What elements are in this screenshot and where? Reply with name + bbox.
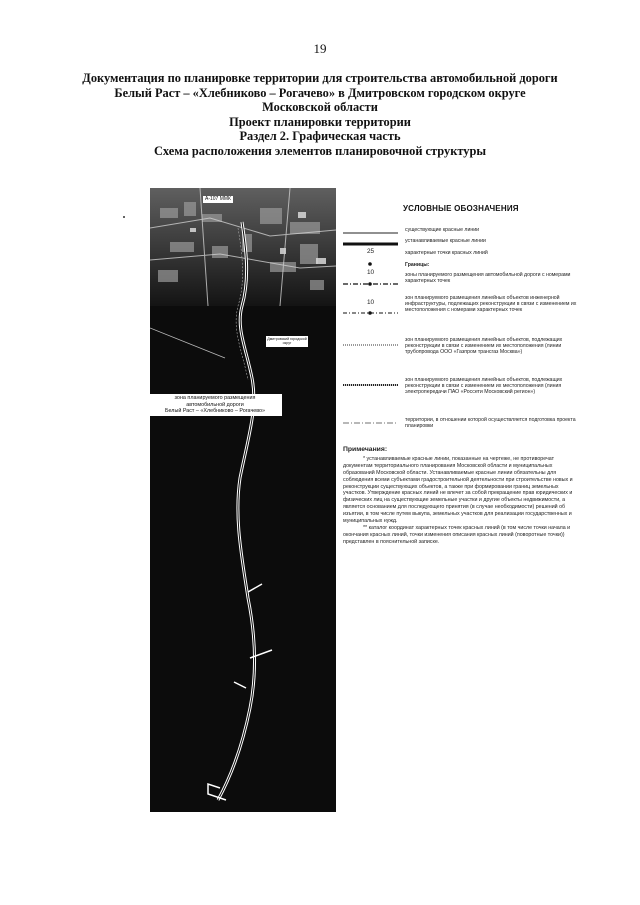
dash-dot-symbol-2 [343, 307, 398, 319]
header-line-6: Схема расположения элементов планировочной структуры [153, 143, 487, 158]
page-number: 19 [313, 41, 327, 56]
aerial-map [150, 188, 336, 812]
legend-text: территории, в отношении которой осуществляется подготовка проекта планировки [405, 417, 576, 430]
dash-dot-symbol [343, 278, 398, 290]
legend-title: УСЛОВНЫЕ ОБОЗНАЧЕНИЯ [403, 204, 519, 213]
callout-line-3: Белый Раст – «Хлебниково – Рогачево» [164, 408, 266, 415]
header-line-2: Белый Раст – «Хлебниково – Рогачево» в Дмитровском городском округе [114, 85, 526, 100]
note-paragraph-1: * устанавливаемые красные линии, показанные на чертеже, не противоречат документам территориального планирования Московской области и муниципальных образований Московской области. Устанавливаемые красные линии обязательны для соблюдения всеми субъектами градостроительной деятельности при строительстве новых и реконструкции существующих объектов, а также при формировании границ земельных участков. Утверждение красных линий не влечет за собой прекращение прав юридических и физических лиц на существующие земельные участки и другие объекты недвижимости, а является основанием для последующего принятия (в случае необходимости) решений об изъятии, в том числе путем выкупа, земельных участков для реализации государственных и муниципальных нужд. [343, 455, 573, 525]
dotted-symbol [343, 339, 398, 351]
notes-title: Примечания: [343, 446, 388, 453]
note-paragraph-2: ** каталог координат характерных точек красных линий (в том числе точки начала и окончания красных линий, точки изменения описания красных линий (поворотные точки)) представлен в пояснительной записке. [343, 524, 571, 545]
speck-mark [123, 216, 125, 218]
header-line-5: Раздел 2. Графическая часть [239, 129, 401, 144]
legend-text: зон планируемого размещения линейных объектов, подлежащих реконструкции в связи с изменением их местоположения (линия электропередачи ПАО «Россети Московский регион») [405, 377, 563, 396]
point-number: 10 [367, 269, 375, 276]
legend-text: устанавливаемые красные линии [405, 238, 486, 244]
map-graphic [150, 188, 336, 812]
document-header [40, 71, 600, 159]
legend-text: существующие красные линии [405, 227, 480, 233]
point-number: 10 [367, 299, 375, 306]
callout-line-1: зона планируемого размещения [174, 395, 256, 401]
callout-line-2: автомобильной дороги [186, 401, 244, 408]
point-number: 25 [367, 248, 375, 255]
header-line-4: Проект планировки территории [229, 114, 411, 129]
legend-text: характерные точки красных линий [405, 250, 488, 256]
header-line-1: Документация по планировке территории для строительства автомобильной дороги [82, 71, 558, 85]
legend-heading: Границы: [405, 262, 430, 268]
legend-text: зон планируемого размещения линейных объектов инженерной инфраструктуры, подлежащих реконструкции в связи с изменением их местоположения с номерами характерных точек [405, 295, 577, 314]
district-tag: Дмитровский городской округ [267, 337, 307, 346]
legend-text: зон планируемого размещения линейных объектов, подлежащих реконструкции в связи с изменением их местоположения (линии трубопровода ООО «Газпром трансгаз Москва») [405, 337, 563, 356]
legend-text: зоны планируемого размещения автомобильной дороги с номерами характерных точек [405, 272, 571, 285]
header-line-3: Московской области [262, 100, 378, 115]
notes [343, 447, 583, 546]
road-tag: А-107 ММК [205, 196, 231, 202]
bold-dotted-symbol [343, 379, 398, 391]
boundary-symbol [343, 417, 398, 429]
map-callout [148, 394, 282, 416]
